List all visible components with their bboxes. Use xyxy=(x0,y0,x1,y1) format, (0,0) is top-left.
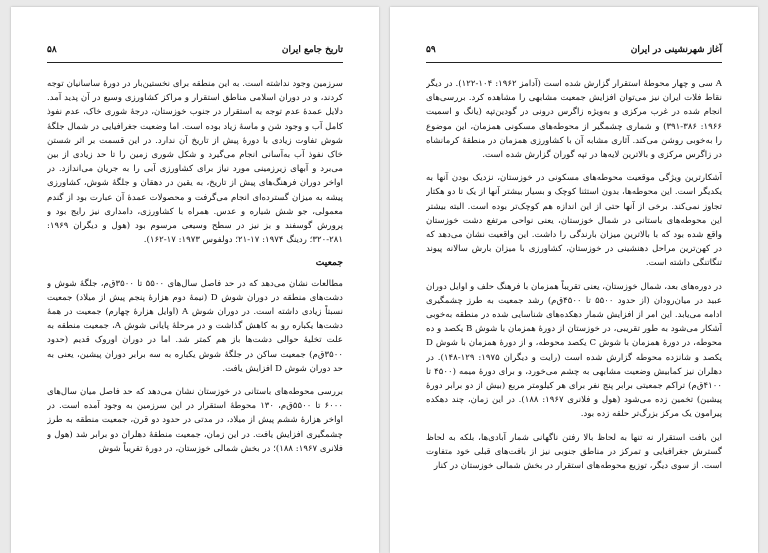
running-title: تاریخ جامع ایران xyxy=(281,45,343,55)
left-page-header xyxy=(47,45,343,61)
paragraph: این بافت استقرار نه تنها به لحاظ بالا رفتن ناگهانی شمار آبادی‌ها، بلکه به لحاظ گسترش جغرافیایی و تمرکز در مناطق جنوبی نیز از بافت‌های قبلی خود متفاوت است. از سوی دیگر، توزیع محوطه‌های استقرار در بخش شمالی خوزستان در کنار xyxy=(426,432,722,472)
page-number: ۵۹ xyxy=(426,45,436,55)
right-page-header xyxy=(426,45,722,61)
running-title: آغاز شهرنشینی در ایران xyxy=(630,45,722,55)
paragraph: در دوره‌های بعد، شمال خوزستان، یعنی تقریباً همزمان با فرهنگ حلف و اوایل دوران عبید در میان‌رودان (از حدود ۵۵۰۰ تا ۴۵۰۰ق‌م) رشد جمعیت به طرز چشمگیری ادامه می‌یابد. این امر از افزایش شمار دهکده‌های شناسایی شده در منطقه به‌خوبی آشکار می‌شود به طور تقریبی، در خوزستان از دورهٔ همزمان با شوش B یکصد و ده محوطه، در دورهٔ همزمان با شوش C یکصد محوطه، و از دورهٔ همزمان با شوش D یکصد و شانزده محوطه گزارش شده است (رایت و دیگران ۱۹۷۵: ۱۲۹-۱۴۸). در دهلران نیز کمابیش وضعیت مشابهی به چشم می‌خورد، و برای دورهٔ میمه (۴۵۰۰ تا ۴۱۰۰ق‌م) تراکم جمعیتی برابر پنج نفر برای هر کیلومتر مربع (بیش از دو برابر دورهٔ پیشین) تخمین زده می‌شود (هول و فلانری ۱۹۶۷: ۱۸۸). در این زمان، چند دهکده پیرامون یک مرکز بزرگ‌تر حلقه زده بود. xyxy=(426,281,722,420)
paragraph: سرزمین وجود نداشته است. به این منطقه برای نخستین‌بار در دورهٔ ساسانیان توجه کردند، و در دوران اسلامی مناطق استقرار و مراکز کشاورزی وسیع در آن پدید آمد. دلایل عمدهٔ عدم توجه به استقرار در جنوب خوزستان، درجهٔ شوری خاک، عدم نفوذ کامل آب و وجود شن و ماسهٔ زیاد بوده است. اما وضعیت جغرافیایی در شمال جلگهٔ شوش تفاوت زیادی با دورهٔ پیش از تاریخ آن ندارد. در این قسمت بر اثر شستن خاک نفوذ آب به‌آسانی انجام می‌گیرد و شکل شوری زمین را تا حد زیادی از بین می‌برد و آبهای زیرزمینی مورد نیاز برای کشاورزی آبی را به جریان می‌اندازد. در اواخر دوران فرهنگ‌های پیش از تاریخ، به یقین در دهقان و جلگهٔ شوش، کشاورزی پیشه به میزان گسترده‌ای انجام می‌گرفت و محصولات عمدهٔ آن عبارت بود از گندم معمولی، جو شش شیاره و عدس. همراه با کشاورزی، دامداری نیز رایج بود و پرورش گوسفند و بز نیز در سطح وسیعی مرسوم بود (هول و دیگران ۱۹۶۹: ۲۸۱-۳۲۰؛ ردینگ ۱۹۷۴: ۱۷-۲۱؛ دولفوس ۱۹۷۳: ۱۷-۱۶۲). xyxy=(47,79,343,246)
right-page xyxy=(390,7,758,553)
paragraph: آشکارترین ویژگی موقعیت محوطه‌های مسکونی در خوزستان، نزدیک بودن آنها به یکدیگر است. این محوطه‌ها، بدون استثنا کوچک و بسیار بیشتر آنها از یک تا دو هکتار تجاوز نمی‌کند. برخی از آنها حتی از این اندازه هم کوچک‌تر بوده است. البته بیشتر این محوطه‌های باستانی در شمال خوزستان، یعنی نواحی مرتفع دشت خوزستان واقع شده بود که با بالاترین میزان بارندگی را داشت. این واقعیت نشان می‌دهد که در کهن‌ترین مراحل دهنشینی در خوزستان، کشاورزی با میزان بارش سالانه پیوند تنگاتنگی داشته است. xyxy=(426,173,722,269)
paragraph: مطالعات نشان می‌دهد که در حد فاصل سال‌های ۵۵۰۰ تا ۳۵۰۰ق‌م، جلگهٔ شوش و دشت‌های منطقه در دوران شوش D (نیمهٔ دوم هزارهٔ پنجم پیش از میلاد) جمعیت نسبتاً زیادی داشته است. در دوران شوش A (اوایل هزارهٔ چهارم) جمعیت در همهٔ دشت‌ها یکباره رو به کاهش گذاشت و در مرحلهٔ پایانی شوش A، جمعیت منطقه به علت تخلیهٔ حوالی دشت‌ها باز هم کمتر شد. اما در دوران اوروک قدیم (حدود ۳۵۰۰ق‌م) جمعیت ساکن در جلگهٔ شوش یکباره به سه برابر دوران پیشین، یعنی به حد دوران شوش D افزایش یافت. xyxy=(47,278,343,374)
left-page-body xyxy=(47,77,343,545)
page-number: ۵۸ xyxy=(47,45,57,55)
paragraph: A سی و چهار محوطهٔ استقرار گزارش شده است (آدامز ۱۹۶۲: ۱۰۴-۱۲۲). در دیگر نقاط فلات ایران نیز می‌توان افزایش جمعیت مشابهی را مشاهده کرد. بررسی‌های انجام شده در غرب مرکزی و به‌ویژه زاگرس درونی در گودین‌تپه (یانگ و اسمیت ۱۹۶۶: ۳۸۶-۳۹۱) و شماری چشمگیر از محوطه‌های مسکونی همزمان، این موضوع را به‌خوبی روشن می‌کند. آثاری مشابه آن با کشاورزی همزمان در منطقهٔ کرمانشاه در زاگرس مرکزی و بالاترین لایه‌ها در تپه گوران گزارش شده است. xyxy=(426,79,722,161)
left-page xyxy=(11,7,379,553)
section-heading: جمعیت xyxy=(315,257,343,269)
header-divider xyxy=(426,62,722,63)
right-page-body xyxy=(426,77,722,545)
paragraph: بررسی محوطه‌های باستانی در خوزستان نشان می‌دهد که حد فاصل میان سال‌های ۶۰۰۰ تا ۵۵۰۰ق‌م، ۱۳۰ محوطهٔ استقرار در این سرزمین به وجود آمده است. در اواخر هزارهٔ ششم پیش از میلاد، در مدتی در حدود دو قرن، جمعیت منطقه به طرز چشمگیری افزایش یافت. در این زمان، جمعیت منطقهٔ دهلران دو برابر شد (هول و فلانری ۱۹۶۷: ۱۸۸)؛ در بخش شمالی خوزستان، در دورهٔ تقریباً شوش xyxy=(47,387,343,454)
header-divider xyxy=(47,62,343,63)
